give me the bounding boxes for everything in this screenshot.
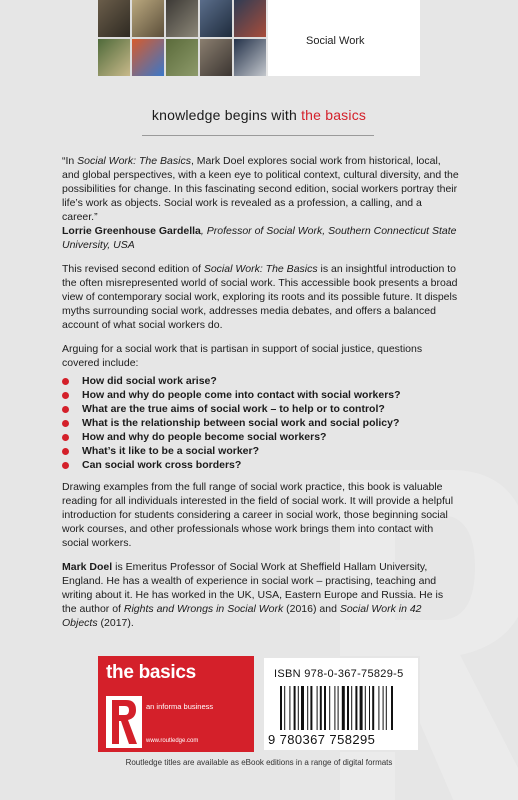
routledge-logo-icon: [106, 696, 142, 748]
collage-photo: [200, 39, 232, 76]
isbn-label: ISBN 978-0-367-75829-5: [274, 668, 404, 680]
back-cover-copy: [62, 154, 460, 640]
list-item: What is the relationship between social work and social policy?: [62, 416, 460, 430]
author-bio-text: (2017).: [97, 617, 134, 629]
author-name: Mark Doel: [62, 561, 113, 573]
list-item: What’s it like to be a social worker?: [62, 444, 460, 458]
list-item: How did social work arise?: [62, 374, 460, 388]
tagline-highlight: the basics: [301, 107, 367, 123]
ebook-footnote: Routledge titles are available as eBook editions in a range of digital formats: [125, 758, 393, 767]
author-bio-text: (2016) and: [283, 603, 340, 615]
tagline: [0, 107, 518, 123]
quote-attribution: [62, 224, 460, 252]
series-panel: [268, 0, 420, 76]
series-badge: [98, 656, 254, 752]
questions-list: [62, 374, 460, 472]
list-item: Can social work cross borders?: [62, 458, 460, 472]
quote-text: , Mark Doel explores social work from historical, local, and global perspectives, with a keen eye to political context, cultural diversity, and the possibilities for change. In this fascinating second edition, social workers portray their life’s work as objects. Social work is revealed as a profession, a calling, and a career.”: [62, 155, 459, 223]
logo-text: ROUTLEDGE: [106, 721, 111, 746]
collage-photo: [132, 39, 164, 76]
series-label: Social Work: [306, 35, 365, 47]
cover-header: [0, 0, 518, 82]
endorsement-quote: [62, 154, 460, 252]
collage-photo: [98, 39, 130, 76]
attribution-name: Lorrie Greenhouse Gardella: [62, 225, 201, 237]
divider: [142, 135, 374, 136]
quote-text: “In: [62, 155, 78, 167]
list-item: What are the true aims of social work – to help or to control?: [62, 402, 460, 416]
attribution-role: , Professor of Social Work, Southern Connecticut State University, USA: [62, 225, 457, 251]
quote-book-title: Social Work: The Basics: [77, 155, 191, 167]
isbn-barcode-panel: [262, 656, 420, 752]
collage-photo: [166, 0, 198, 37]
series-name: the basics: [106, 662, 196, 683]
tagline-prefix: knowledge begins with: [151, 107, 297, 123]
audience-paragraph: Drawing examples from the full range of social work practice, this book is valuable reading for all individuals interested in the field of social work. It will provide a helpful introduction for students considering a career in social work, those beginning social work courses, and other professionals whose work brings them into contact with social workers.: [62, 481, 454, 549]
collage-photo: [98, 0, 130, 37]
list-item: How and why do people come into contact with social workers?: [62, 388, 460, 402]
book-description: [62, 262, 460, 332]
author-bio-text: is Emeritus Professor of Social Work at Sheffield Hallam University, England. He has a wealth of experience in social work – practising, teaching and writing about it. He has worked in the UK, USA, Eastern Europe and Russia. He is the author of: [62, 561, 444, 615]
description-text: is an insightful introduction to the often misrepresented world of social work. This accessible book presents a broad view of contemporary social work, exploring its roots and its possible future. It dispels myths surrounding social work, addresses media debates, and offers a balanced account of what social workers do.: [62, 263, 458, 331]
collage-photo: [166, 39, 198, 76]
description-book-title: Social Work: The Basics: [203, 263, 318, 275]
author-book-title: Rights and Wrongs in Social Work: [123, 603, 284, 615]
collage-photo: [234, 0, 266, 37]
publisher-tagline: an informa business: [146, 702, 214, 711]
collage-photo: [200, 0, 232, 37]
barcode-digits: 9 780367 758295: [268, 732, 376, 747]
author-bio: [62, 560, 460, 630]
collage-photo: [132, 0, 164, 37]
questions-intro: Arguing for a social work that is partisan in support of social justice, questions covered include:: [62, 343, 423, 369]
barcode-icon: [278, 686, 410, 736]
photo-collage: [98, 0, 266, 76]
author-book-title: Social Work in 42 Objects: [62, 603, 422, 629]
description-text: This revised second edition of: [62, 263, 204, 275]
publisher-website: www.routledge.com: [146, 738, 199, 744]
collage-photo: [234, 39, 266, 76]
list-item: How and why do people become social workers?: [62, 430, 460, 444]
